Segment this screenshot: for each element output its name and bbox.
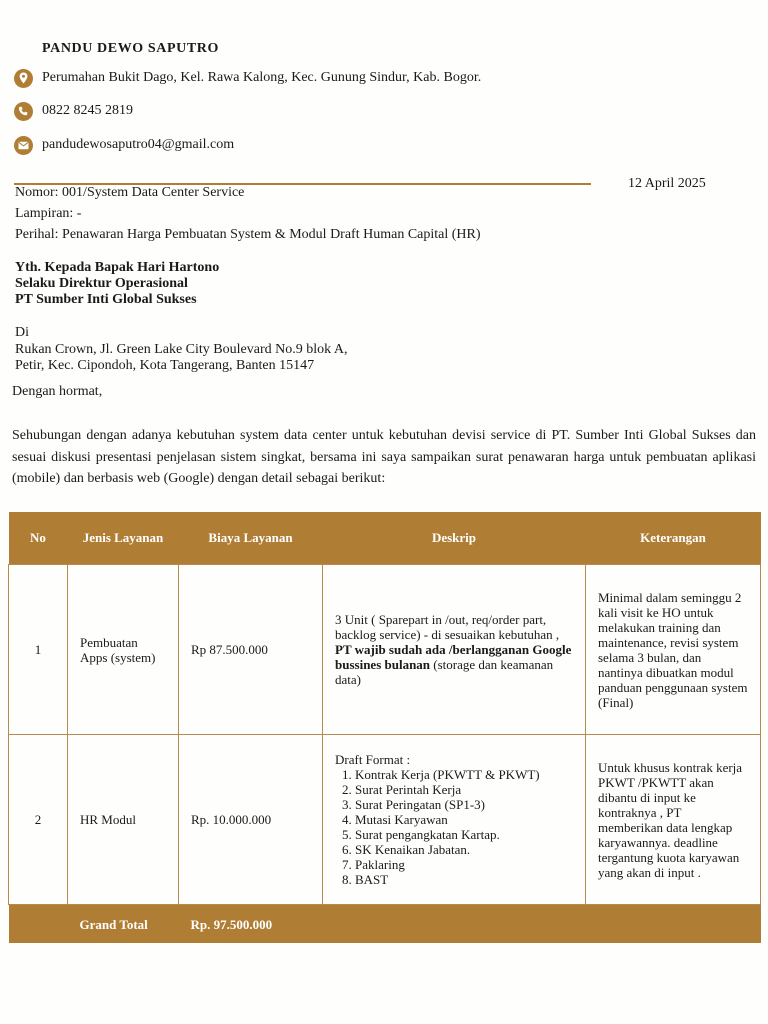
header-description: Deskrip (323, 512, 586, 565)
list-item: 7. Paklaring (355, 857, 573, 872)
description-text: 3 Unit ( Sparepart in /out, req/order part, backlog service) - di sesuaikan kebutuhan , (335, 612, 560, 642)
email-row (14, 134, 234, 156)
sender-phone: 0822 8245 2819 (42, 103, 133, 118)
row-cost: Rp 87.500.000 (179, 565, 323, 735)
list-item: 5. Surat pengangkatan Kartap. (355, 827, 573, 842)
row-notes: Untuk khusus kontrak kerja PKWT /PKWTT akan dibantu di input ke kontraknya , PT memberikan data lengkap karyawannya. deadline tergantung kuota karyawan yang akan di input . (586, 735, 761, 905)
list-item: 1. Kontrak Kerja (PKWTT & PKWT) (355, 767, 573, 782)
recipient-title: Selaku Direktur Operasional (15, 276, 188, 291)
list-item: 3. Surat Peringatan (SP1-3) (355, 797, 573, 812)
description-text-end: (storage dan keamanan data) (335, 657, 554, 687)
letter-date: 12 April 2025 (628, 176, 706, 191)
total-empty-cell (9, 905, 68, 944)
sender-email: pandudewosaputro04@gmail.com (42, 137, 235, 152)
mail-icon (14, 136, 33, 155)
list-item: 4. Mutasi Karyawan (355, 812, 573, 827)
letter-number: Nomor: 001/System Data Center Service (15, 185, 245, 200)
address-row (14, 67, 481, 89)
header-cost: Biaya Layanan (179, 512, 323, 565)
grand-total-row (9, 905, 761, 944)
location-pin-icon (14, 69, 33, 88)
row-service: HR Modul (68, 735, 179, 905)
description-bold-text: PT wajib sudah ada /berlangganan Google bussines bulanan (335, 642, 572, 672)
total-empty-cell (323, 905, 586, 944)
row-description (323, 735, 586, 905)
services-table (8, 512, 761, 943)
row-number: 1 (9, 565, 68, 735)
recipient-address-line1: Rukan Crown, Jl. Green Lake City Boulevard No.9 blok A, (15, 342, 348, 357)
table-header-row (9, 512, 761, 565)
list-item: 8. BAST (355, 872, 573, 887)
recipient-name: Yth. Kepada Bapak Hari Hartono (15, 260, 220, 275)
recipient-company: PT Sumber Inti Global Sukses (15, 292, 197, 307)
greeting: Dengan hormat, (12, 384, 103, 399)
row-description (323, 565, 586, 735)
row-cost: Rp. 10.000.000 (179, 735, 323, 905)
table-row (9, 735, 761, 905)
row-number: 2 (9, 735, 68, 905)
recipient-di: Di (15, 325, 29, 340)
body-paragraph: Sehubungan dengan adanya kebutuhan system data center untuk kebutuhan devisi service di PT. Sumber Inti Global Sukses dan sesuai diskusi presentasi penjelasan sistem singkat, bersama ini saya sampaikan surat penawaran harga untuk pembuatan aplikasi (mobile) dan berbasis web (Google) dengan detail sebagai berikut: (12, 428, 756, 486)
header-notes: Keterangan (586, 512, 761, 565)
row-service: Pembuatan Apps (system) (68, 565, 179, 735)
table-row (9, 565, 761, 735)
list-item: 2. Surat Perintah Kerja (355, 782, 573, 797)
description-title: Draft Format : (335, 752, 411, 767)
header-no: No (9, 512, 68, 565)
letter-subject: Perihal: Penawaran Harga Pembuatan System & Modul Draft Human Capital (HR) (15, 227, 481, 242)
phone-row (14, 100, 133, 122)
recipient-address-line2: Petir, Kec. Cipondoh, Kota Tangerang, Banten 15147 (15, 358, 315, 373)
header-service: Jenis Layanan (68, 512, 179, 565)
grand-total-label: Grand Total (68, 905, 179, 944)
draft-format-list (335, 767, 573, 887)
row-notes: Minimal dalam seminggu 2 kali visit ke HO untuk melakukan training dan maintenance, revisi system selama 3 bulan, dan nantinya dibuatkan modul panduan penggunaan system (Final) (586, 565, 761, 735)
total-empty-cell (586, 905, 761, 944)
list-item: 6. SK Kenaikan Jabatan. (355, 842, 573, 857)
grand-total-value: Rp. 97.500.000 (179, 905, 323, 944)
letter-attachment: Lampiran: - (15, 206, 82, 221)
sender-name: PANDU DEWO SAPUTRO (42, 41, 219, 56)
phone-icon (14, 102, 33, 121)
sender-address: Perumahan Bukit Dago, Kel. Rawa Kalong, Kec. Gunung Sindur, Kab. Bogor. (42, 70, 482, 85)
